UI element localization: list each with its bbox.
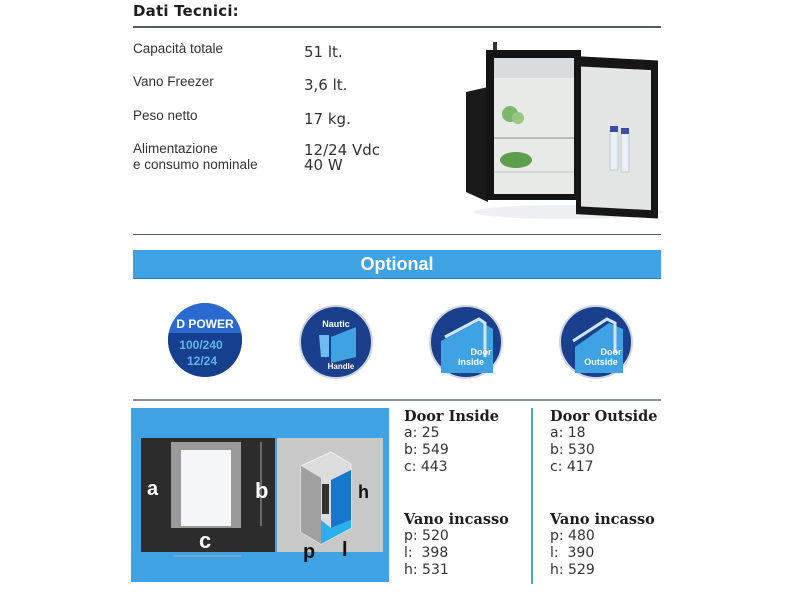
door-inside-h: h: 531	[404, 562, 449, 578]
spec-value-power-line2: 40 W	[304, 156, 343, 174]
door-inside-icon	[431, 307, 501, 377]
label-p: p	[303, 541, 316, 563]
svg-text:Outside: Outside	[584, 357, 618, 367]
optional-divider	[133, 399, 661, 401]
door-outside-badge	[559, 305, 633, 379]
spec-label-weight: Peso netto	[133, 108, 198, 123]
product-image	[458, 42, 664, 220]
title-divider	[133, 26, 661, 28]
door-inside-title: Door Inside	[404, 408, 499, 425]
d-power-icon	[168, 303, 242, 377]
door-outside-b: b: 530	[550, 442, 595, 458]
door-outside-a: a: 18	[550, 425, 586, 441]
svg-text:Door: Door	[470, 347, 492, 357]
door-outside-p: p: 480	[550, 528, 595, 544]
door-outside-icon	[561, 307, 631, 377]
door-inside-a: a: 25	[404, 425, 440, 441]
label-h: h	[358, 482, 369, 502]
door-inside-p: p: 520	[404, 528, 449, 544]
svg-text:12/24: 12/24	[186, 354, 218, 368]
door-outside-h: h: 529	[550, 562, 595, 578]
door-outside-l: l: 390	[550, 545, 595, 561]
door-outside-c: c: 417	[550, 459, 594, 475]
optional-banner-label: Optional	[360, 253, 434, 274]
svg-text:Inside: Inside	[457, 357, 485, 367]
svg-text:100/240: 100/240	[179, 338, 223, 352]
dimension-diagram	[131, 408, 389, 582]
section-title: Dati Tecnici:	[133, 2, 239, 20]
nautic-handle-badge	[299, 305, 373, 379]
door-inside-vano-title: Vano incasso	[404, 511, 509, 528]
spec-label-power-line2: e consumo nominale	[133, 157, 258, 172]
spec-value-weight: 17 kg.	[304, 110, 351, 128]
door-inside-l: l: 398	[404, 545, 449, 561]
spec-value-power-line1: 12/24 Vdc	[304, 141, 381, 159]
spec-value-freezer: 3,6 lt.	[304, 76, 348, 94]
spec-label-freezer: Vano Freezer	[133, 74, 214, 89]
door-outside-dimensions	[550, 408, 658, 579]
door-outside-vano-title: Vano incasso	[550, 511, 655, 528]
svg-text:Nautic: Nautic	[322, 319, 350, 329]
spec-value-capacity: 51 lt.	[304, 43, 343, 61]
svg-text:Handle: Handle	[327, 362, 355, 371]
spec-label-capacity: Capacità totale	[133, 41, 224, 56]
door-outside-title: Door Outside	[550, 408, 658, 425]
label-l: l	[342, 539, 348, 561]
optional-banner	[133, 250, 661, 279]
nautic-handle-icon	[301, 307, 371, 377]
spec-label-power	[133, 141, 258, 173]
label-c: c	[199, 528, 212, 553]
specs-divider	[133, 234, 661, 235]
door-inside-b: b: 549	[404, 442, 449, 458]
label-b: b	[255, 478, 269, 503]
spec-label-power-line1: Alimentazione	[133, 141, 218, 156]
door-inside-c: c: 443	[404, 459, 448, 475]
spec-value-power	[304, 143, 380, 173]
svg-text:D POWER: D POWER	[176, 317, 234, 331]
door-inside-badge	[429, 305, 503, 379]
svg-text:Door: Door	[600, 347, 622, 357]
label-a: a	[147, 478, 159, 500]
door-inside-dimensions	[404, 408, 509, 579]
columns-divider	[531, 408, 533, 584]
d-power-badge	[168, 303, 242, 377]
